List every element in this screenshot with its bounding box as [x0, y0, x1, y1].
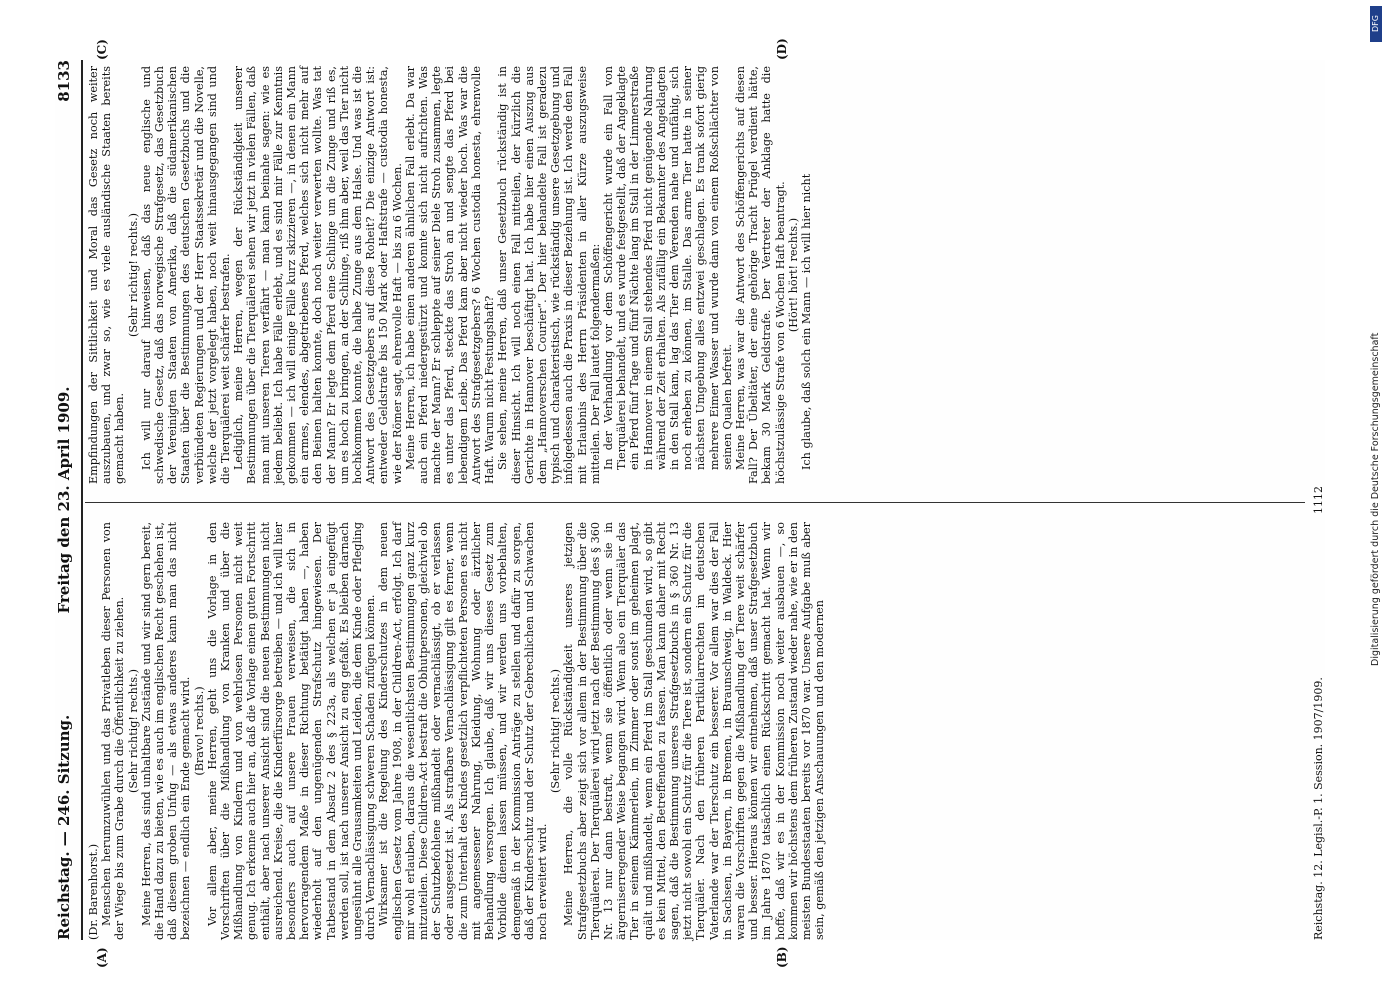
paragraph: Meine Herren, was war die Antwort des Schöffengerichts auf diesen Fall? Der Übeltäter, der eine gehörige Tracht Prügel verdient hätte, bekam 30 Mark Geldstrafe. Der Vertreter der Anklage hatte die höchstzulässige Strafe von 6 Wochen Haft beantragt.: [733, 66, 787, 484]
paragraph: Sie sehen, meine Herren, daß unser Gesetzbuch rückständig ist in dieser Hinsicht. Ich will noch einen Fall mitteilen, der kürzlich die Gerichte in Hannover beschäftigt hat. Ich habe hier einen Auszug aus dem „Hannoverschen Courier“. Der hier behandelte Fall ist geradezu typisch und charakteristisch, wie rückständig unsere Gesetzgebung und infolgedessen auch die Praxis in dieser Beziehung ist. Ich werde den Fall mit Erlaubnis des Herrn Präsidenten in aller Kürze auszugsweise mitteilen. Der Fall lautet folgendermaßen:: [496, 66, 602, 484]
paragraph: Meine Herren, das sind unhaltbare Zustände und wir sind gern bereit, die Hand dazu zu bieten, wie es auch im englischen Recht geschehen ist, daß diesem groben Unfug — als etwas anderes kann man das nicht bezeichnen — endlich ein Ende gemacht wird.: [139, 522, 193, 940]
scanned-page: [55, 38, 1325, 968]
column-divider: [85, 502, 1305, 503]
block-quote: In der Verhandlung vor dem Schöffengericht wurde ein Fall von Tierquälerei behandelt, und es wurde festgestellt, daß der Angeklagte ein Pferd fünf Tage und fünf Nächte lang im Stall in der Limmerstraße in Hannover in einem Stall stehendes Pferd nicht genügende Nahrung während der Zeit erhalten. Als zufällig ein Bekannter des Angeklagten in den Stall kam, lag das Tier dem Verenden nahe und unfähig, sich noch erheben zu können, im Stalle. Das arme Tier hatte in seiner nächsten Umgebung alles entzwei geschlagen. Es trank sofort gierig mehrere Eimer Wasser und wurde dann von einem Roßschlächter von seinen Qualen befreit.: [601, 66, 734, 470]
paragraph: Ich glaube, daß solch ein Mann — ich will hier nicht: [799, 173, 813, 470]
paragraph: Meine Herren, die volle Rückständigkeit unseres jetzigen Strafgesetzbuchs aber zeigt sich vor allem in der Bestimmung über die Tierquälerei. Der Tierquälerei wird jetzt nach der Bestimmung des § 360 Nr. 13 nur dann bestraft, wenn sie öffentlich oder wenn sie in ärgerniserregender Weise begangen wird. Wenn also ein Tierquäler das Tier in seinem Kämmerlein, im Zimmer oder sonst im geheimen plagt, quält und mißhandelt, wenn ein Pferd im Stall geschunden wird, so gibt es kein Mittel, den Betreffenden zu fassen. Man kann daher mit Recht sagen, daß die Bestimmung unseres Strafgesetzbuchs in § 360 Nr. 13 jetzt nicht sowohl ein Schutz für die Tiere ist, sondern ein Schutz für die Tierquäler. Nach den früheren Partikularrechten im deutschen Vaterlande war der Tierschutz ein besserer. Vor allem war dies der Fall in Sachsen, in Bayern, in Bremen, in Braunschweig, in Waldeck. Hier waren die Vorschriften gegen die Mißhandlung der Tiere weit schärfer und besser. Hieraus können wir entnehmen, daß unser Strafgesetzbuch im Jahre 1870 tatsächlich einen Rückschritt gemacht hat. Wenn wir hoffe, daß wir es in der Kommission noch weiter ausbauen —, so kommen wir höchstens dem früheren Zustand wieder nahe, wie er in den meisten Bundesstaaten bereits vor 1870 war. Unsere Aufgabe muß aber sein, gemäß den jetzigen Anschauungen und den modernen: [562, 522, 827, 940]
header-rule: [81, 60, 83, 940]
dfg-logo: DFG: [1370, 6, 1382, 42]
interjection: (Hört! hört! rechts.): [786, 217, 800, 333]
interjection: (Bravo! rechts.): [192, 686, 206, 776]
footer-volume: Reichstag. 12. Legisl.-P. 1. Session. 1907/1909.: [1312, 677, 1325, 940]
paragraph: Empfindungen der Sittlichkeit und Moral das Gesetz noch weiter auszubauen, und zwar so, wie es viele ausländische Staaten bereits gemacht haben.: [87, 66, 127, 484]
paragraph: Lediglich, meine Herren, wegen der Rückständigkeit unserer Bestimmungen über die Tierquälerei sehen wir jetzt in vielen Fällen, daß man mit unseren Tieren verfährt — man kann beinahe sagen: wie es jedem beliebt. Ich habe Fälle erlebt, und es sind mir Fälle zur Kenntnis gekommen — ich will einige Fälle kurz skizzieren —, in denen ein Mann ein armes, elendes, abgetriebenes Pferd, welches sich nicht mehr auf den Beinen halten konnte, doch noch weiter verwerten wollte. Was tat der Mann? Er legte dem Pferd eine Schlinge um die Zunge und riß es, um es hoch zu bringen, an der Schlinge, riß ihm aber, weil das Tier nicht hochkommen konnte, die halbe Zunge aus dem Halse. Und was ist die Antwort des Gesetzgebers auf diese Roheit? Die einzige Antwort ist: entweder Geldstrafe bis 150 Mark oder Haftstrafe — custodia honesta, wie der Römer sagt, ehrenvolle Haft — bis zu 6 Wochen.: [232, 66, 404, 484]
page-number: 8133: [55, 60, 73, 102]
interjection: (Sehr richtig! rechts.): [549, 668, 563, 794]
paragraph: Wirksamer ist die Regelung des Kinderschutzes in dem neuen englischen Gesetz vom Jahre 1908, in der Children-Act, erfolgt. Ich darf mir wohl erlauben, daraus die wesentlichsten Bestimmungen ganz kurz mitzuteilen. Diese Children-Act bestraft die Obhutpersonen, gleichviel ob der Schutzbefohlene mißhandelt oder vernachlässigt, ob er verlassen oder ausgesetzt ist. Als strafbare Vernachlässigung gilt es ferner, wenn die zum Unterhalt des Kindes gesetzlich verpflichteten Personen es nicht mit angemessener Nahrung, Kleidung, Wohnung oder ärztlicher Behandlung versorgen. Ich glaube, daß wir uns dieses Gesetz zum Vorbilde dienen lassen müssen, und wir werden uns vorbehalten, demgemäß in der Kommission Anträge zu stellen und dafür zu sorgen, daß der Kinderschutz und der Schutz der Gebrechlichen und Schwachen noch erweitert wird.: [377, 522, 549, 940]
margin-marker-a: (A): [95, 947, 109, 968]
margin-marker-c: (C): [95, 39, 109, 60]
page-header: [55, 60, 79, 940]
paragraph: Meine Herren, ich habe einen anderen ähnlichen Fall erlebt. Da war auch ein Pferd niedergestürzt und konnte sich nicht aufrichten. Was machte der Mann? Er schleppte auf seiner Diele Stroh zusammen, legte es unter das Pferd, steckte das Stroh an und sengte das Pferd bei lebendigem Leibe. Das Pferd kam aber nicht wieder hoch. Was war die Antwort des Strafgesetzgebers? 6 Wochen custodia honesta, ehrenvolle Haft. Warum nicht Festungshaft?: [403, 66, 497, 484]
right-column: [87, 66, 813, 484]
interjection: (Sehr richtig! rechts.): [126, 212, 140, 338]
margin-marker-b: (B): [775, 946, 789, 968]
footer-sheet-number: 1112: [1312, 486, 1325, 514]
margin-marker-d: (D): [775, 38, 789, 60]
paragraph: Vor allem aber, meine Herren, geht uns die Vorlage in den Vorschriften über die Mißhandlung von Kranken und über die Mißhandlung von Kindern und von wehrlosen Personen nicht weit genug. Ich erkenne auch hier an, daß die Vorlage einen guten Fortschritt enthält, aber nach unserer Ansicht sind die neuen Bestimmungen nicht ausreichend. Kreise, die die Kinderfürsorge betreiben — und ich will hier besonders auch auf unsere Frauen verweisen, die sich in hervorragendem Maße in dieser Richtung betätigt haben —, haben wiederholt auf den ungenügenden Strafschutz hingewiesen. Der Tatbestand in dem Absatz 2 des § 223a, als welchen er ja eingefügt werden soll, ist nach unserer Ansicht zu eng gefaßt. Es bleiben darnach ungesühnt alle Grausamkeiten und Leiden, die dem Kinde oder Pflegling durch Vernachlässigung schweren Schaden zufügen können.: [205, 522, 378, 940]
header-date: Freitag den 23. April 1909.: [55, 386, 73, 614]
digitization-credit: Digitalisierung gefördert durch die Deutsche Forschungsgemeinschaft: [1370, 332, 1381, 666]
interjection: (Sehr richtig! rechts.): [126, 668, 140, 794]
speaker-label: (Dr. Barenhorst.): [87, 843, 100, 940]
paragraph: Menschen herumzuwühlen und das Privatleben dieser Personen von der Wiege bis zum Grabe durch die Öffentlichkeit zu ziehen.: [100, 522, 127, 940]
header-session: Reichstag. — 246. Sitzung.: [55, 714, 73, 940]
left-column: [87, 522, 826, 940]
paragraph: Ich will nur darauf hinweisen, daß das neue englische und schwedische Gesetz, daß das norwegische Strafgesetz, das Gesetzbuch der Vereinigten Staaten von Amerika, daß die südamerikanischen Staaten über die Bestimmungen des deutschen Gesetzbuchs und die verbündeten Regierungen und der Herr Staatssekretär und die Novelle, welche der jetzt vorgelegt haben, noch weit hinausgegangen sind und die Tierquälerei weit schärfer bestrafen.: [139, 66, 233, 484]
